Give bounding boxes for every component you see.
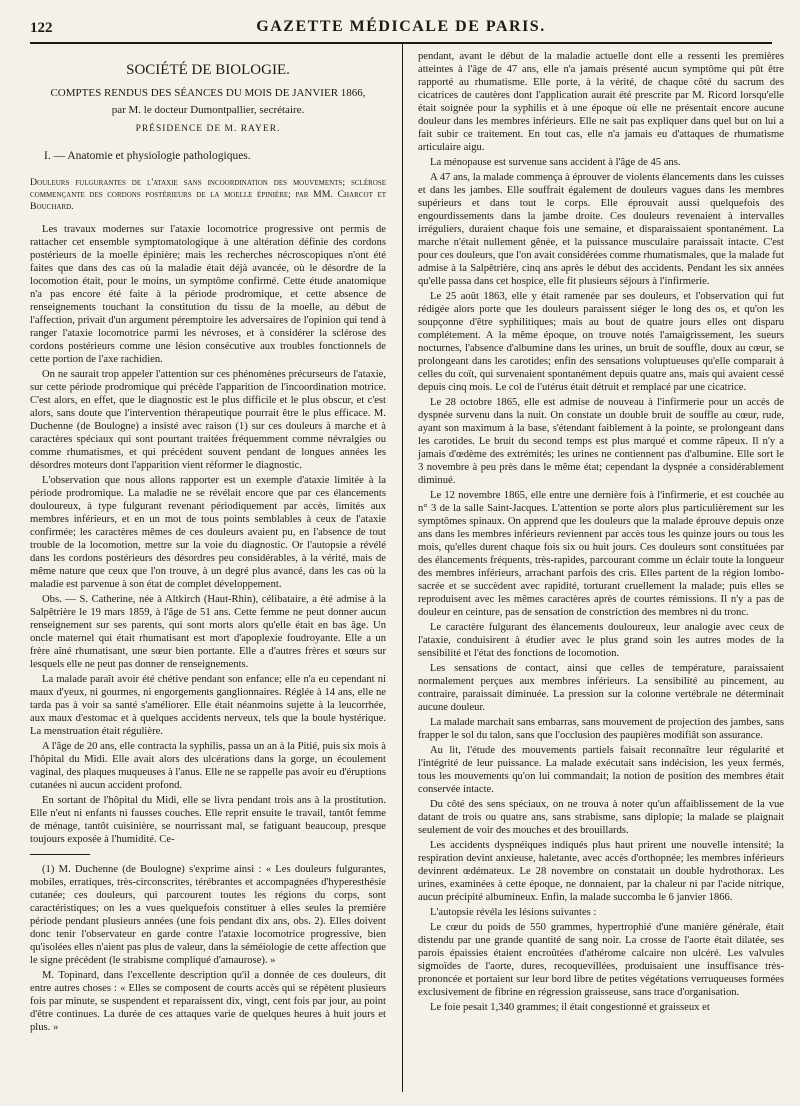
body-paragraph: A l'âge de 20 ans, elle contracta la syphilis, passa un an à la Pitié, puis six mois à l'hôpital du Midi. Elle avait alors des ulcérations dans la gorge, un écoulement vaginal, des plaques muqueuses à l'anus. Elle ne se rappelle pas avoir eu d'éruptions cutanées ni aucun accident profond. (30, 741, 386, 791)
body-paragraph: On ne saurait trop appeler l'attention sur ces phénomènes précurseurs de l'ataxie, sur cette période prodromique qui précède l'apparition de l'incoordination motrice. C'est alors, en effet, que le diagnostic est le plus difficile et le plus obscur, et c'est alors, sans doute que l'intervention thérapeutique pourrait être le plus efficace. M. Duchenne (de Boulogne) a insisté avec raison (1) sur ces douleurs à marche et à caractères spéciaux qui sont pourtant traitées fréquemment comme névralgies ou comme rhumatismes, et qui précèdent souvent pendant de longues années les désordres moteurs dont l'apparition vient réformer le diagnostic. (30, 369, 386, 471)
footnotes (30, 863, 386, 1034)
body-paragraph: Les travaux modernes sur l'ataxie locomotrice progressive ont permis de rattacher cet ensemble symptomatologique à une altération définie des cordons postérieurs de la moelle épinière; mais les recherches nécroscopiques n'ont été faites que dans des cas où la maladie était déjà avancée, où le désordre de la locomotion était, pour le moins, un symptôme confirmé. Cette étude anatomique n'a pas encore été faite à la période prodromique, et cette absence de renseignements touchant la constitution du tissu de la moelle, au début de l'affection, privait d'un argument péremptoire les adversaires de l'opinion qui tend à ranger l'ataxie locomotrice parmi les névroses, et à considérer la sclérose des cordons postérieurs comme une lésion consécutive aux troubles fonctionnels de cette portion de l'axe rachidien. (30, 224, 386, 365)
footnote-paragraph: M. Topinard, dans l'excellente description qu'il a donnée de ces douleurs, dit entre autres choses : « Elles se composent de courts accès qui se répètent plusieurs fois par minute, se suspendent et reparaissent dix, vingt, cent fois par jour, au point d'être continues. La durée de ces attaques varie de quelques heures à huit jours et plus. » (30, 970, 386, 1033)
body-paragraph: Les sensations de contact, ainsi que celles de température, paraissaient normalement perçues aux membres inférieurs. La sensibilité au pincement, au contraire, paraissait diminuée. La pression sur la colonne vertébrale ne déterminait aucune douleur. (418, 663, 784, 713)
footnote-paragraph: (1) M. Duchenne (de Boulogne) s'exprime ainsi : « Les douleurs fulgurantes, mobiles, erratiques, très-circonscrites, térébrantes et accompagnées d'hyperesthésie cutanée; ces douleurs, qui parcourent toutes les régions du corps, sont caractéristiques; on les a vues quelquefois constituer à elles seules la première période pendant plusieurs années (une fois pendant dix ans, obs. 2). Elles doivent donc tenir l'observateur en garde contre l'ataxie locomotrice progressive, bien qu'isolées elles n'aient pas plus de valeur, dans la séméiologie de cette affection que le signe précédent (le strabisme compliqué d'amaurose). » (30, 864, 386, 966)
section-heading: I. — Anatomie et physiologie pathologiques. (44, 150, 251, 162)
body-paragraph: Au lit, l'étude des mouvements partiels faisait reconnaître leur régularité et l'intégrité de leur puissance. La malade exécutait sans indécision, les yeux fermés, tous les mouvements qu'on lui commandait; la notion de position des membres était conservée intacte. (418, 745, 784, 795)
right-column (418, 50, 784, 1095)
page-number: 122 (30, 20, 53, 36)
body-paragraph: Le 25 août 1863, elle y était ramenée par ses douleurs, et l'observation qui fut rédigée alors porte que les douleurs paraissent siéger le long des os, et qu'on les soupçonne d'être syphilitiques; mais au bout de quatre jours elles ont disparu complétement. A la même époque, on trouve notés l'amaigrissement, les sueurs nocturnes, l'absence d'albumine dans les urines, un bruit de souffle, doux au cœur, se prolongeant dans les carotides; enfin des sensations voluptueuses qu'elle comparait à celles du coït, qui survenaient spontanément depuis quatre ans, mais qui avaient cessé depuis cinq mois. Le col de l'utérus était détruit et remplacé par une cicatrice. (418, 291, 784, 393)
article-title: Douleurs fulgurantes de l'ataxie sans incoordination des mouvements; sclérose commençante des cordons postérieurs de la moelle épinière; par MM. Charcot et Bouchard. (30, 177, 386, 212)
body-paragraph: L'autopsie révéla les lésions suivantes : (430, 907, 597, 918)
body-paragraph: Les accidents dyspnéiques indiqués plus haut prirent une nouvelle intensité; la respiration devint anxieuse, haletante, avec accès d'orthopnée; les membres inférieurs devinrent œdémateux. Le 28 novembre on constatait un double hydrothorax. Les urines, examinées à cette époque, ne donnaient, par la chaleur ni par l'acide nitrique, aucun précipité albumineux. Enfin, la malade succomba le 6 janvier 1866. (418, 840, 784, 903)
observation-paragraph: Obs. — S. Catherine, née à Altkirch (Haut-Rhin), célibataire, a été admise à la Salpêtrière le 19 mars 1859, à l'âge de 51 ans. Cette femme ne peut donner aucun renseignement sur ses parents, qui sont morts alors qu'elle était en bas âge. Un oncle maternel qui était rhumatisant est mort d'apoplexie foudroyante. Elle a un frère aîné rhumatisant, une sœur bien portante. Elle a d'autres frères et sœurs sur lesquels elle ne peut pas donner de renseignements. (30, 594, 386, 670)
body-paragraph: Le cœur du poids de 550 grammes, hypertrophié d'une manière générale, était distendu par une grande quantité de sang noir. La crosse de l'aorte était dilatée, ses parois épaissies étaient encroûtées d'athérome calcaire non ulcéré. Les valvules sigmoïdes de l'aorte, dures, recoquevillées, produisaient une insuffisance très-prononcée et portaient sur leur bord libre de petites végétations verruqueuses formées exclusivement de fibrine en régression graisseuse, sans trace d'organisation. (418, 922, 784, 998)
body-paragraph: Le caractère fulgurant des élancements douloureux, leur analogie avec ceux de l'ataxie, conduisirent à étudier avec le plus grand soin les autres modes de la sensibilité et l'état des fonctions de locomotion. (418, 622, 784, 659)
body-paragraph: A 47 ans, la malade commença à éprouver de violents élancements dans les cuisses et dans les jambes. Elle souffrait également de douleurs vagues dans les membres supérieurs et dans tout le corps. Elle éprouvait aussi quelquefois des engourdissements dans la jambe droite. Ces douleurs revenaient à intervalles irréguliers, duraient chaque fois une semaine, et disparaissaient spontanément. La marche n'était nullement gênée, et la puissance musculaire paraissait intacte. C'est pour ces douleurs, que l'on avait considérées comme rhumatismales, que la malade fut admise à la Salpêtrière, cinq ans après le début des accidents. Pendant les six années qu'elle passa dans cet hospice, elle fit plusieurs séjours à l'infirmerie. (418, 172, 784, 287)
body-paragraph: Le 12 novembre 1865, elle entre une dernière fois à l'infirmerie, et est couchée au n° 3 de la salle Saint-Jacques. L'attention se porte alors plus particulièrement sur les symptômes spinaux. On apprend que les douleurs que la malade éprouve depuis onze ans dans les membres inférieurs reviennent par accès tous les quinze jours ou tous les mois, qu'elles durent chaque fois six ou huit jours. Ces douleurs sont constituées par des élancements fréquents, très-rapides, parcourant comme un éclair toute la longueur des membres inférieurs, arrachant parfois des cris. Elles partent de la région lombo-sacrée et se succèdent avec rapidité, torturant cruellement la malade; puis elles se reproduisent avec les mêmes caractères après de courtes rémissions. Il n'y a pas de douleur en ceinture, pas de sensation de constriction des membres ni du tronc. (418, 490, 784, 618)
society-title: SOCIÉTÉ DE BIOLOGIE. (126, 62, 290, 78)
presidency-line: PRÉSIDENCE DE M. RAYER. (135, 124, 281, 134)
footnote-rule (30, 854, 90, 855)
reports-line: COMPTES RENDUS DES SÉANCES DU MOIS DE JANVIER 1866, (50, 87, 366, 99)
body-paragraph: Le 28 octobre 1865, elle est admise de nouveau à l'infirmerie pour un accès de dyspnée survenu dans la nuit. On constate un double bruit de souffle au cœur, rude, ayant son maximum à la base, s'étendant faiblement à la pointe, se prolongeant dans les carotides. Le bruit du second temps est plus marqué et comme râpeux. Il n'y a jamais d'œdème des extrémités; les urines ne contiennent pas d'albumine. Elle sort le 3 novembre à peu près dans le même état; cependant la dyspnée a considérablement diminué. (418, 397, 784, 486)
body-paragraph: La malade marchait sans embarras, sans mouvement de projection des jambes, sans frapper le sol du talon, sans que l'occlusion des paupières modifiât son assurance. (418, 717, 784, 741)
header-rule (30, 42, 772, 44)
body-paragraph: L'observation que nous allons rapporter est un exemple d'ataxie limitée à la période prodromique. La maladie ne se révélait encore que par ces élancements douloureux, à type fulgurant revenant périodiquement par accès, limités aux membres inférieurs, et en un mot de tous points semblables à ceux de l'ataxie confirmée; les caractères mêmes de ces douleurs avaient pu, en l'absence de tout trouble de la locomotion, mettre sur la voie du diagnostic. Or l'autopsie a révélé dans les cordons postérieurs des désordres peu considérables, à la vérité, mais de même nature que ceux que l'on trouve, à un degré plus avancé, dans les cas où la maladie est parvenue à son état de complet développement. (30, 475, 386, 590)
page-header (30, 8, 772, 42)
left-column (30, 50, 386, 1050)
secretary-line: par M. le docteur Dumontpallier, secrétaire. (111, 104, 305, 116)
body-paragraph: pendant, avant le début de la maladie actuelle dont elle a ressenti les premières atteintes à l'âge de 47 ans, elle n'a jamais présenté aucun symptôme qui pût être rapporté au rhumatisme. Elle porte, à la vérité, de chaque côté du sacrum des cicatrices de cautères dont l'application aurait été prescrite par M. Ricord lorsqu'elle était soignée pour la syphilis et à une époque où elle ne présentait encore aucune douleur dans les membres inférieurs. Elle ne sait pas expliquer dans quel but on lui a fait subir ce traitement. En tout cas, elle n'a jamais eu d'attaques de rhumatisme articulaire aigu. (418, 51, 784, 153)
body-paragraph: La malade paraît avoir été chétive pendant son enfance; elle n'a eu cependant ni maux d'yeux, ni gourmes, ni engorgements ganglionnaires. Réglée à 14 ans, elle ne tarda pas à voir sa santé s'améliorer. Elle était néanmoins sujette à la leucorrhée, aux maux d'estomac et à quelques accidents nerveux, tels que la boule hystérique. La menstruation était régulière. (30, 674, 386, 737)
running-title: GAZETTE MÉDICALE DE PARIS. (256, 18, 546, 35)
left-body (30, 223, 386, 846)
body-paragraph: La ménopause est survenue sans accident à l'âge de 45 ans. (430, 157, 681, 168)
column-divider (402, 44, 403, 1092)
body-paragraph: En sortant de l'hôpital du Midi, elle se livra pendant trois ans à la prostitution. Elle n'eut ni enfants ni fausses couches. Elle reprit ensuite le travail, tantôt femme de ménage, tantôt cuisinière, se nourrissant mal, se fatiguant beaucoup, presque toujours exposée à l'humidité. Ce- (30, 795, 386, 845)
body-paragraph: Du côté des sens spéciaux, on ne trouva à noter qu'un affaiblissement de la vue datant de trois ou quatre ans, sans strabisme, sans diplopie; la malade se plaignait seulement de voir des mouches et des brouillards. (418, 799, 784, 836)
body-paragraph: Le foie pesait 1,340 grammes; il était congestionné et graisseux et (430, 1002, 710, 1013)
